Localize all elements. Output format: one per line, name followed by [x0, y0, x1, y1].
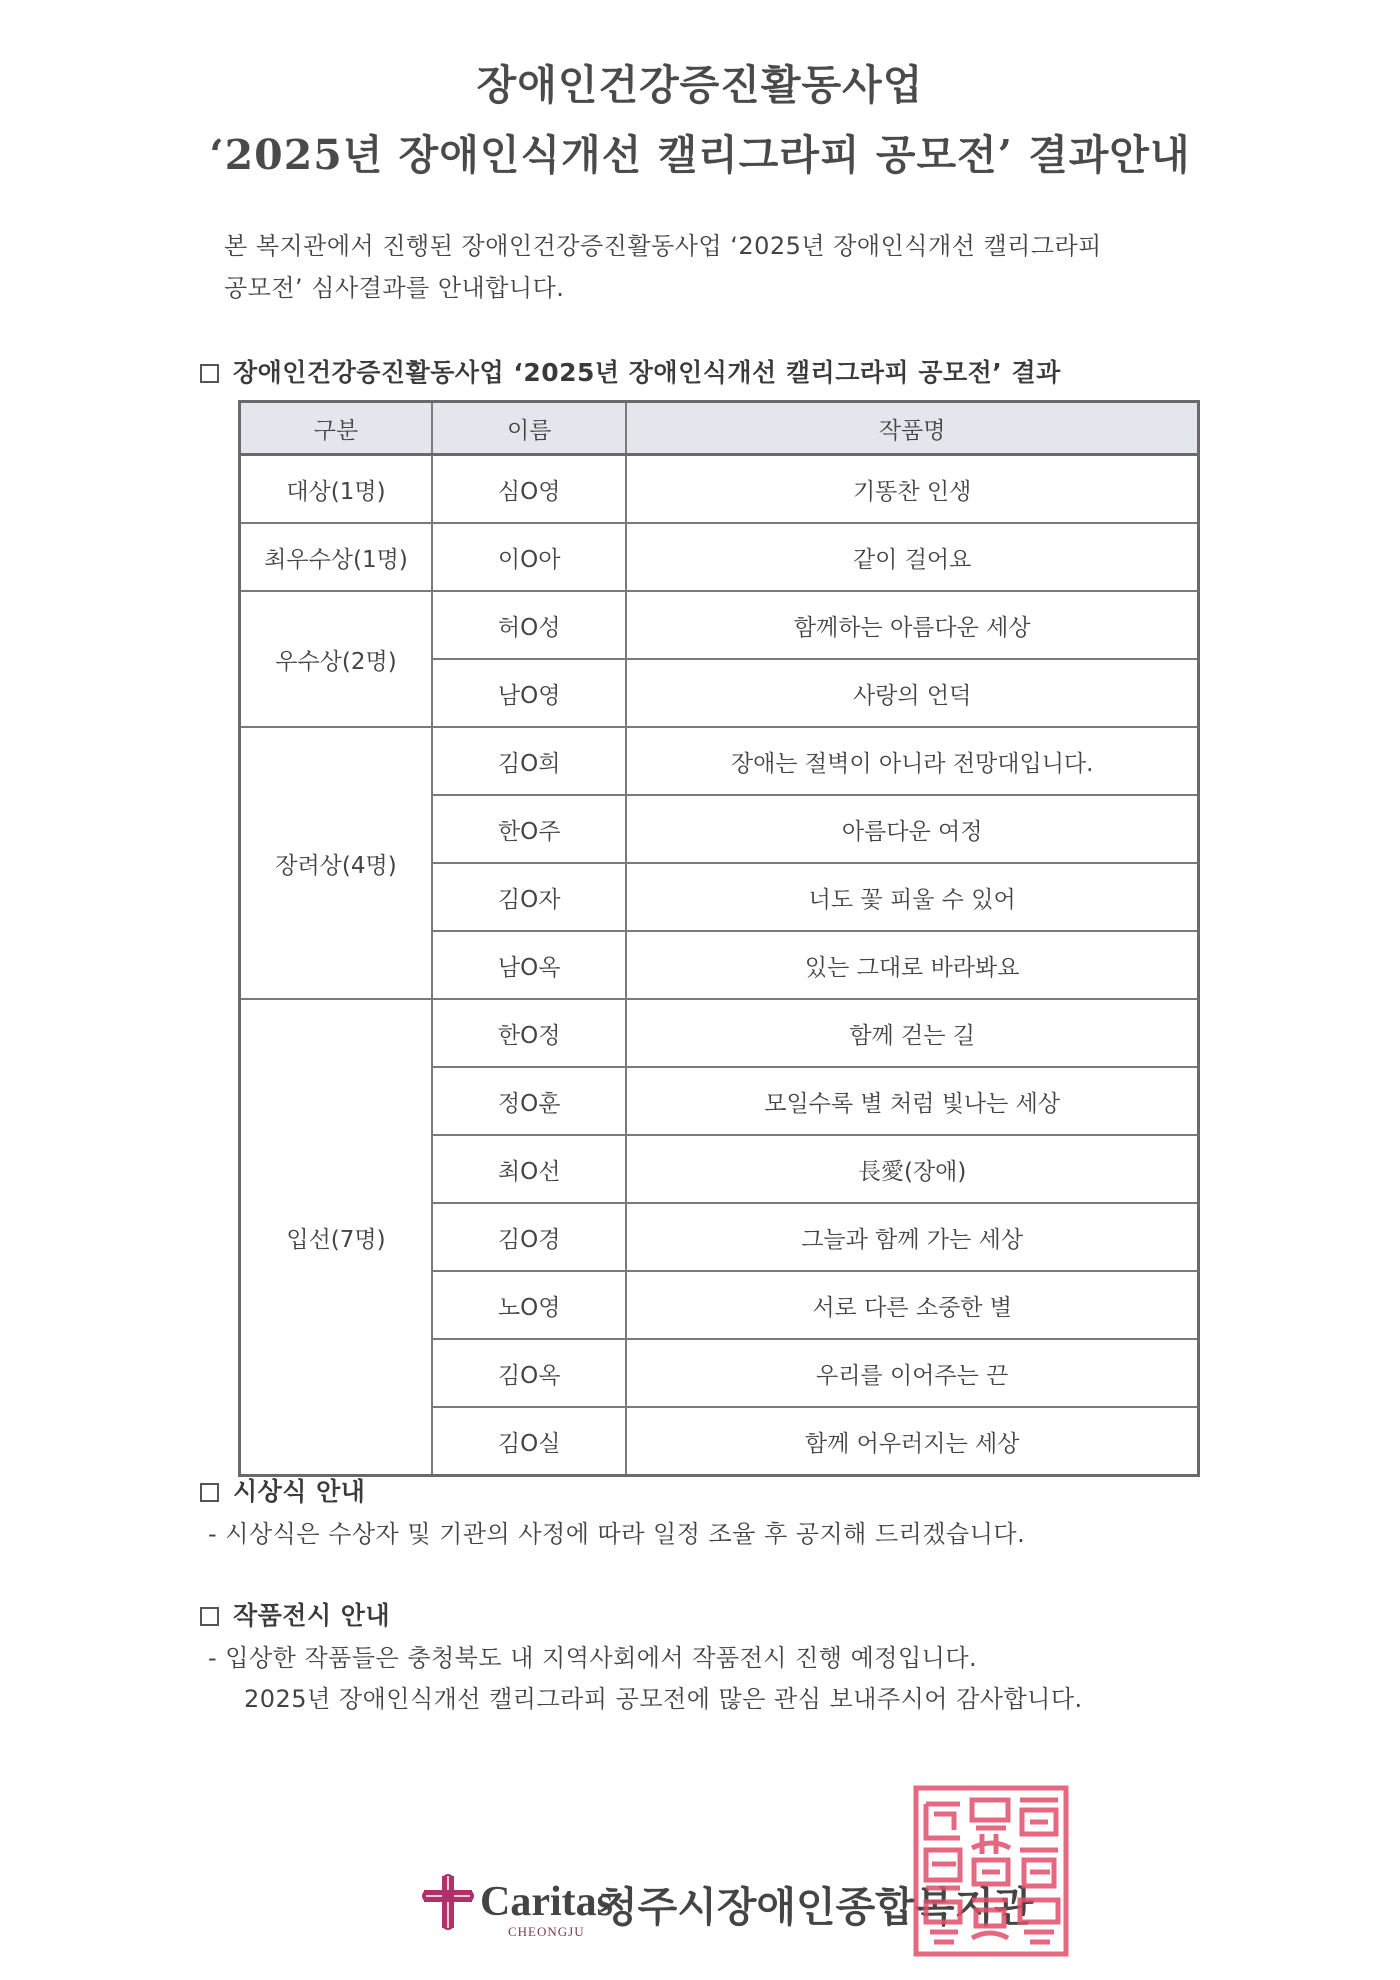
category-cell: 최우수상(1명) [240, 523, 432, 591]
column-header-name: 이름 [432, 402, 626, 455]
name-cell: 허O성 [432, 591, 626, 659]
title-cell: 그늘과 함께 가는 세상 [626, 1203, 1198, 1271]
category-cell: 장려상(4명) [240, 727, 432, 999]
title-cell: 함께 어우러지는 세상 [626, 1407, 1198, 1476]
checkbox-square-icon [200, 1483, 219, 1502]
name-cell: 남O영 [432, 659, 626, 727]
name-cell: 김O실 [432, 1407, 626, 1476]
name-cell: 정O훈 [432, 1067, 626, 1135]
title-cell: 사랑의 언덕 [626, 659, 1198, 727]
name-cell: 남O옥 [432, 931, 626, 999]
name-cell: 노O영 [432, 1271, 626, 1339]
organization-name: 청주시장애인종합복지관 [598, 1883, 1034, 1931]
name-cell: 김O경 [432, 1203, 626, 1271]
city-label: CHEONGJU [508, 1924, 585, 1939]
official-seal-stamp-icon [912, 1784, 1070, 1958]
checkbox-square-icon [200, 364, 219, 383]
title-cell: 함께하는 아름다운 세상 [626, 591, 1198, 659]
intro-paragraph [224, 225, 1214, 309]
document-title: 장애인건강증진활동사업 [476, 61, 924, 109]
category-cell: 입선(7명) [240, 999, 432, 1476]
name-cell: 김O옥 [432, 1339, 626, 1407]
name-cell: 한O정 [432, 999, 626, 1067]
title-cell: 서로 다른 소중한 별 [626, 1271, 1198, 1339]
name-cell: 한O주 [432, 795, 626, 863]
title-cell: 長愛(장애) [626, 1135, 1198, 1203]
title-cell: 아름다운 여정 [626, 795, 1198, 863]
document-subtitle: ‘2025년 장애인식개선 캘리그라피 공모전’ 결과안내 [209, 131, 1191, 179]
ceremony-heading: 시상식 안내 [200, 1472, 365, 1508]
intro-line-1: 본 복지관에서 진행된 장애인건강증진활동사업 ‘2025년 장애인식개선 캘리그라피 [224, 232, 1102, 260]
title-cell: 장애는 절벽이 아니라 전망대입니다. [626, 727, 1198, 795]
exhibition-text-2: 2025년 장애인식개선 캘리그라피 공모전에 많은 관심 보내주시어 감사합니다. [244, 1685, 1083, 1713]
results-table [238, 400, 1200, 1477]
table-row [240, 727, 1199, 795]
name-cell: 이O아 [432, 523, 626, 591]
title-cell: 같이 걸어요 [626, 523, 1198, 591]
exhibition-heading: 작품전시 안내 [200, 1596, 390, 1632]
table-row [240, 523, 1199, 591]
table-row [240, 455, 1199, 524]
title-cell: 기똥찬 인생 [626, 455, 1198, 524]
name-cell: 최O선 [432, 1135, 626, 1203]
column-header-category: 구분 [240, 402, 432, 455]
caritas-brand: Caritas [480, 1879, 613, 1925]
results-heading: 장애인건강증진활동사업 ‘2025년 장애인식개선 캘리그라피 공모전’ 결과 [200, 353, 1061, 389]
intro-line-2: 공모전’ 심사결과를 안내합니다. [224, 274, 565, 302]
category-cell: 대상(1명) [240, 455, 432, 524]
checkbox-square-icon [200, 1607, 219, 1626]
title-cell: 함께 걷는 길 [626, 999, 1198, 1067]
exhibition-text-1: - 입상한 작품들은 충청북도 내 지역사회에서 작품전시 진행 예정입니다. [208, 1644, 978, 1672]
name-cell: 심O영 [432, 455, 626, 524]
title-cell: 모일수록 별 처럼 빛나는 세상 [626, 1067, 1198, 1135]
title-cell: 우리를 이어주는 끈 [626, 1339, 1198, 1407]
title-cell: 있는 그대로 바라봐요 [626, 931, 1198, 999]
ceremony-text: - 시상식은 수상자 및 기관의 사정에 따라 일정 조율 후 공지해 드리겠습니다. [208, 1520, 1026, 1548]
name-cell: 김O자 [432, 863, 626, 931]
column-header-title: 작품명 [626, 402, 1198, 455]
table-row [240, 591, 1199, 659]
table-row [240, 999, 1199, 1067]
title-cell: 너도 꽃 피울 수 있어 [626, 863, 1198, 931]
name-cell: 김O희 [432, 727, 626, 795]
caritas-cross-icon [420, 1872, 476, 1932]
category-cell: 우수상(2명) [240, 591, 432, 727]
table-header-row [240, 402, 1199, 455]
